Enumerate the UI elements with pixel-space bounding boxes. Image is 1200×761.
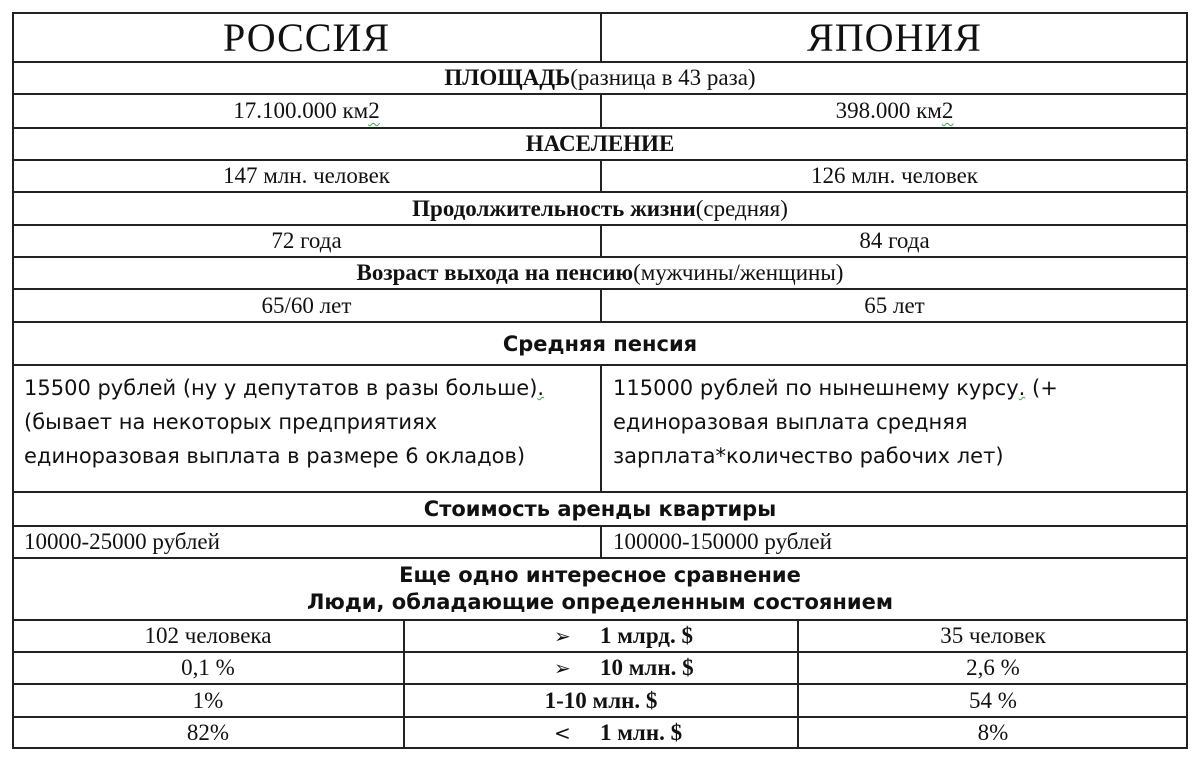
grid-line [12,651,1188,653]
pension-russia-text2: (бывает на некоторых предприятиях единоразовая выплата в размере 6 окладов) [24,410,526,468]
life-note: (средняя) [695,195,788,221]
wealth-row-2-japan: 2,6 % [966,655,1020,680]
grid-line [600,160,602,192]
wealth-row-4-russia: 82% [186,720,230,745]
arrow-bullet-icon: ➢ [554,624,571,648]
grid-line [12,619,1188,621]
pension-japan [601,365,1188,492]
population-japan: 126 млн. человек [811,163,978,188]
pension-russia-text: 15500 рублей (ну у депутатов в разы больше) [24,376,538,400]
area-title: ПЛОЩАДЬ [444,65,571,90]
rent-japan: 100000-150000 рублей [613,529,832,554]
pension-japan-punct: . [1018,376,1026,400]
wealth-row-3-label: 1-10 млн. $ [544,687,658,713]
grid-line [12,716,1188,718]
less-than-symbol: < [554,721,571,745]
wealth-row-4-japan: 8% [977,720,1009,745]
pension-russia-punct: . [537,376,545,400]
grid-line [600,365,602,492]
life-title-row [12,192,1188,225]
area-russia-cell [12,94,601,128]
area-japan-value: 398.000 км [835,98,942,123]
grid-line [600,526,602,558]
grid-line [600,225,602,257]
grid-line [797,620,799,749]
comparison-table [12,12,1188,749]
grid-line [600,94,602,128]
wealth-row-3-japan: 54 % [969,687,1017,713]
wealth-row-1-russia: 102 человека [144,623,272,648]
grid-line [12,747,1188,749]
grid-line [600,289,602,322]
area-note: (разница в 43 раза) [570,65,756,90]
wealth-row-2-russia: 0,1 % [181,655,235,680]
life-title: Продолжительность жизни [412,195,696,221]
retirement-note: (мужчины/женщины) [633,260,844,285]
life-russia: 72 года [271,228,342,253]
life-japan: 84 года [859,228,930,253]
wealth-row-2-label-text: 10 млн. $ [600,655,694,680]
grid-line [12,683,1188,685]
area-title-row [12,62,1188,94]
grid-line [600,12,602,62]
pension-russia [12,365,601,492]
wealth-title-line2: Люди, обладающие определенным состоянием [306,590,894,614]
retirement-title-row [12,257,1188,289]
retirement-russia: 65/60 лет [261,292,352,318]
wealth-row-2-label [404,652,798,684]
wealth-row-4-label [404,717,798,749]
header-japan: ЯПОНИЯ [807,14,982,60]
population-russia: 147 млн. человек [223,163,390,188]
population-title: НАСЕЛЕНИЕ [525,131,675,156]
grid-line [1186,12,1188,749]
wealth-row-3-russia: 1% [192,687,224,713]
area-russia-unit: 2 [368,98,380,123]
pension-japan-text: 115000 рублей по нынешнему курсу [613,376,1019,400]
header-russia: РОССИЯ [222,14,391,60]
area-japan-cell [601,94,1188,128]
retirement-title: Возраст выхода на пенсию [356,260,634,285]
grid-line [403,620,405,749]
pension-japan-text2: (+ единоразовая выплата средняя зарплата*количество рабочих лет) [613,376,1058,468]
wealth-row-1-label [404,620,798,652]
wealth-row-1-label-text: 1 млрд. $ [600,623,693,648]
area-russia-value: 17.100.000 км [233,98,369,123]
pension-title: Средняя пенсия [502,331,698,356]
retirement-japan: 65 лет [864,292,925,318]
arrow-bullet-icon: ➢ [554,656,571,680]
rent-russia: 10000-25000 рублей [24,529,220,554]
wealth-title-line1: Еще одно интересное сравнение [399,563,801,587]
grid-line [12,12,14,749]
wealth-title [12,558,1188,620]
wealth-row-1-japan: 35 человек [940,623,1046,648]
wealth-row-4-label-text: 1 млн. $ [600,720,683,745]
area-japan-unit: 2 [941,98,954,123]
rent-title: Стоимость аренды квартиры [423,497,777,521]
